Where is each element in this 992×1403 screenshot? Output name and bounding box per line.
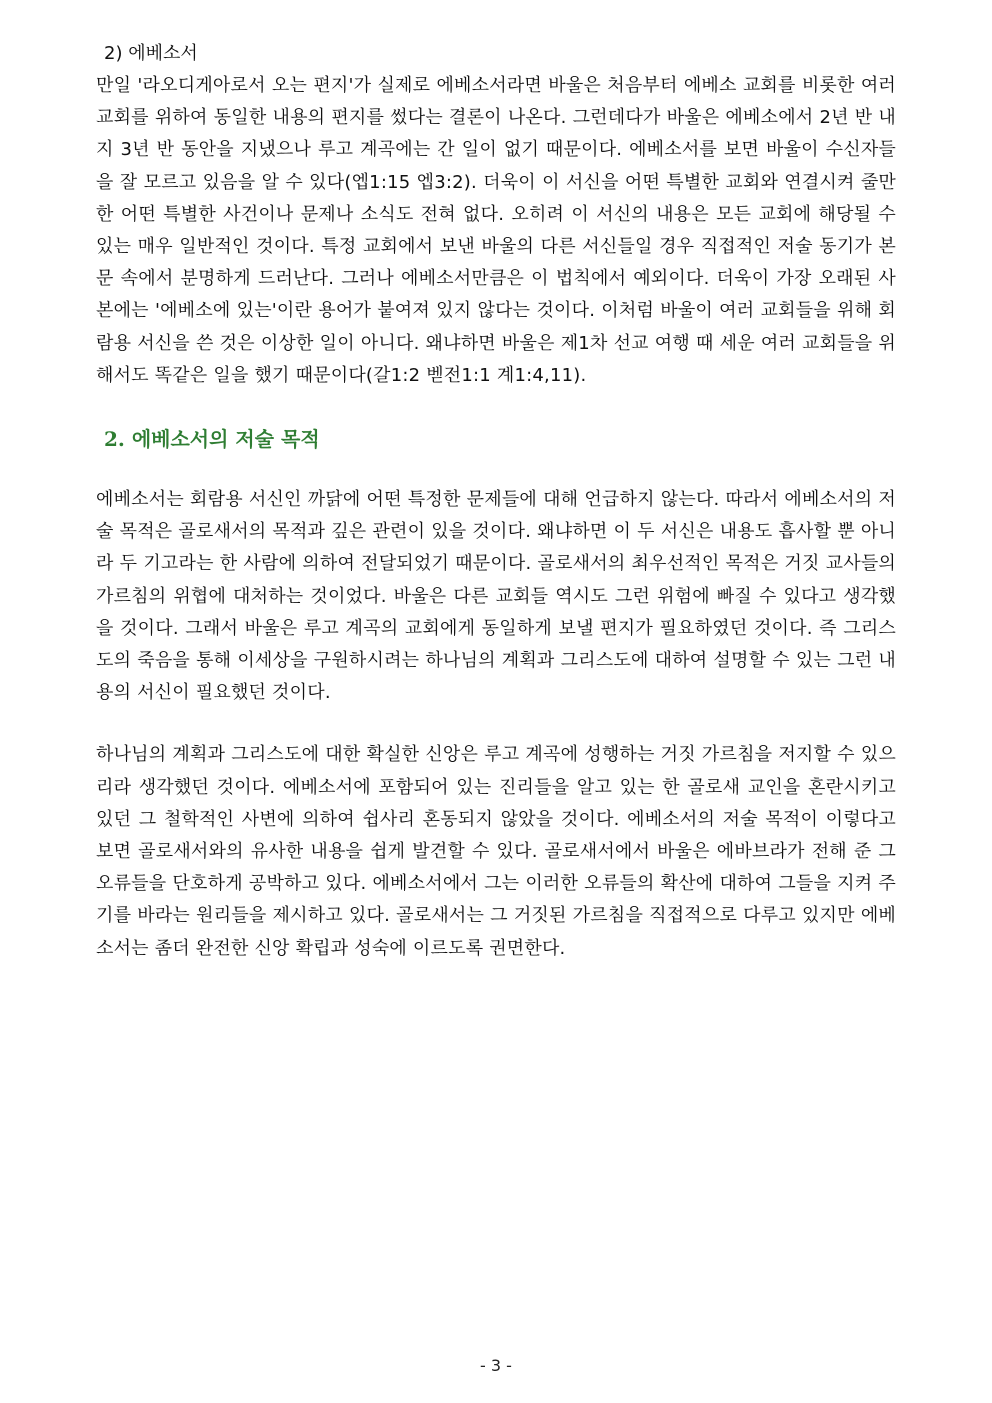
paragraph-authorship: 만일 '라오디게아로서 오는 편지'가 실제로 에베소서라면 바울은 처음부터 에베소 교회를 비롯한 여러 교회를 위하여 동일한 내용의 편지를 썼다는 결론이 나온다. 그런데다가 바울은 에베소에서 2년 반 내지 3년 반 동안을 지냈으나 루고 계곡에는 간 일이 없기 때문이다. 에베소서를 보면 바울이 수신자들을 잘 모르고 있음을 알 수 있다(엡1:15 엡3:2). 더욱이 이 서신을 어떤 특별한 교회와 연결시켜 줄만한 어떤 특별한 사건이나 문제나 소식도 전혀 없다. 오히려 이 서신의 내용은 모든 교회에 해당될 수 있는 매우 일반적인 것이다. 특정 교회에서 보낸 바울의 다른 서신들일 경우 직접적인 저술 동기가 본문 속에서 분명하게 드러난다. 그러나 에베소서만큼은 이 법칙에서 예외이다. 더욱이 가장 오래된 사본에는 '에베소에 있는'이란 용어가 붙여져 있지 않다는 것이다. 이처럼 바울이 여러 교회들을 위해 회람용 서신을 쓴 것은 이상한 일이 아니다. 왜냐하면 바울은 제1차 선교 여행 때 세운 여러 교회들을 위해서도 똑같은 일을 했기 때문이다(갈1:2 벧전1:1 계1:4,11).: [96, 75, 896, 386]
page-content: [96, 38, 896, 965]
subsection-title: 2) 에베소서: [104, 43, 198, 64]
paragraph-purpose-continued: 하나님의 계획과 그리스도에 대한 확실한 신앙은 루고 계곡에 성행하는 거짓 가르침을 저지할 수 있으리라 생각했던 것이다. 에베소서에 포함되어 있는 진리들을 알고 있는 한 골로새 교인을 혼란시키고 있던 그 철학적인 사변에 의하여 쉽사리 혼동되지 않았을 것이다. 에베소서의 저술 목적이 이렇다고 보면 골로새서와의 유사한 내용을 쉽게 발견할 수 있다. 골로새서에서 바울은 에바브라가 전해 준 그 오류들을 단호하게 공박하고 있다. 에베소서에서 그는 이러한 오류들의 확산에 대하여 그들을 지켜 주기를 바라는 원리들을 제시하고 있다. 골로새서는 그 거짓된 가르침을 직접적으로 다루고 있지만 에베소서는 좀더 완전한 신앙 확립과 성숙에 이르도록 권면한다.: [96, 744, 896, 959]
paragraph-gap: [96, 709, 896, 739]
paragraph-purpose: 에베소서는 회람용 서신인 까닭에 어떤 특정한 문제들에 대해 언급하지 않는다. 따라서 에베소서의 저술 목적은 골로새서의 목적과 깊은 관련이 있을 것이다. 왜냐하면 이 두 서신은 내용도 흡사할 뿐 아니라 두 기고라는 한 사람에 의하여 전달되었기 때문이다. 골로새서의 최우선적인 목적은 거짓 교사들의 가르침의 위협에 대처하는 것이었다. 바울은 다른 교회들 역시도 그런 위험에 빠질 수 있다고 생각했을 것이다. 그래서 바울은 루고 계곡의 교회에게 동일하게 보낼 편지가 필요하였던 것이다. 즉 그리스도의 죽음을 통해 이세상을 구원하시려는 하나님의 계획과 그리스도에 대하여 설명할 수 있는 그런 내용의 서신이 필요했던 것이다.: [96, 489, 896, 704]
section-heading: 2. 에베소서의 저술 목적: [104, 427, 320, 452]
page-number: - 3 -: [480, 1356, 512, 1375]
